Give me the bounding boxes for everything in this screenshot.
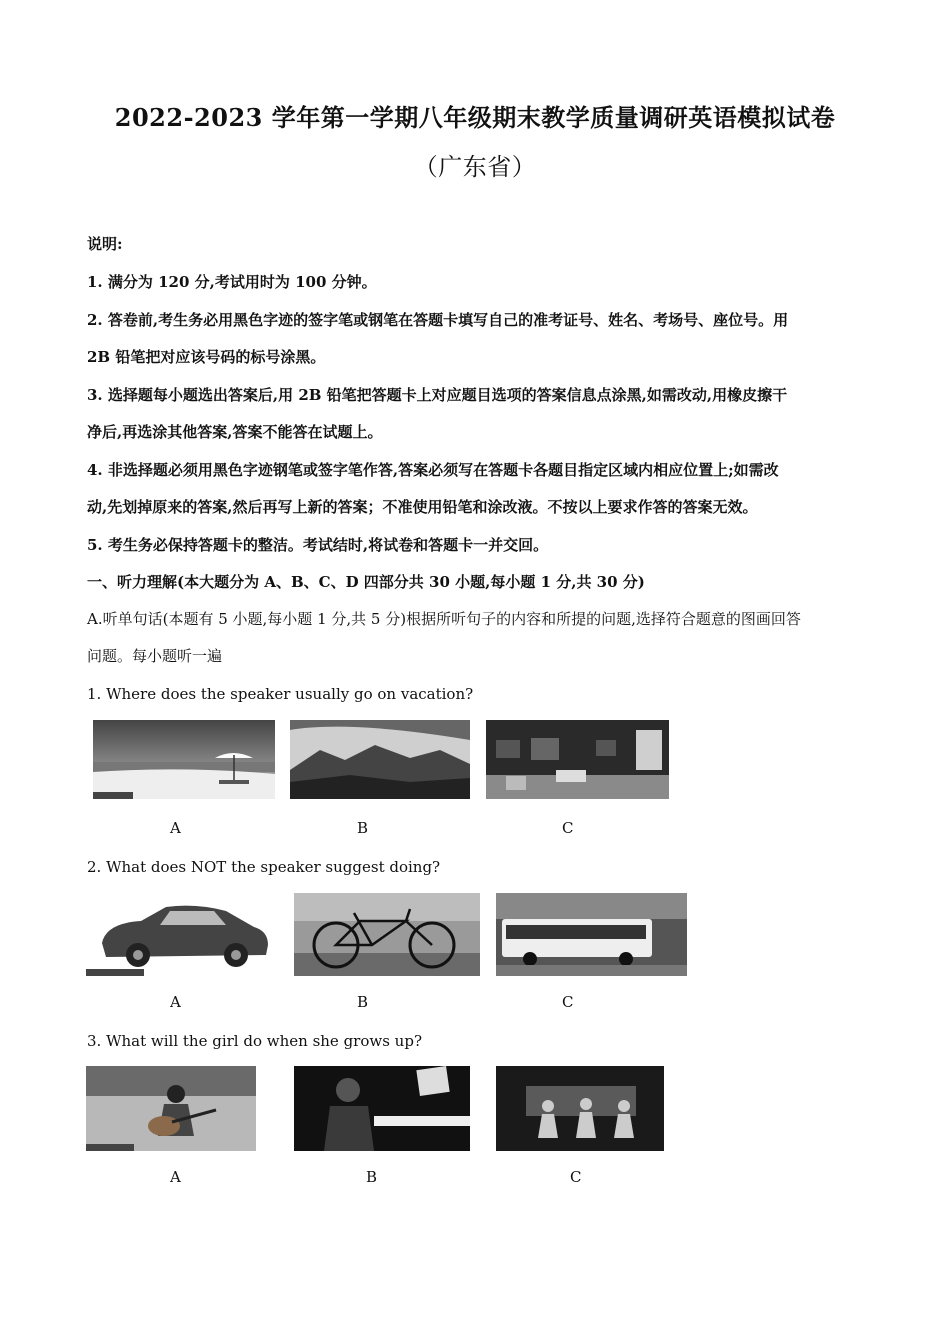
page-subtitle: （广东省） <box>413 153 537 181</box>
bicycle-icon <box>294 893 480 976</box>
option-label: A <box>170 993 181 1011</box>
option-label: C <box>562 819 574 837</box>
instruction-line: 动,先划掉原来的答案,然后再写上新的答案；不准使用铅笔和涂改液。不按以上要求作答的答案无效。 <box>87 498 758 516</box>
option-label: B <box>357 819 369 837</box>
museum-icon <box>486 720 669 799</box>
question-1: 1. Where does the speaker usually go on vacation? <box>87 685 474 703</box>
instruction-line: 1. 满分为 120 分,考试用时为 100 分钟。 <box>87 273 377 291</box>
option-label: B <box>357 993 369 1011</box>
section-heading: 一、听力理解(本大题分为 A、B、C、D 四部分共 30 小题,每小题 1 分,共 30 分) <box>87 573 645 591</box>
instruction-line: 3. 选择题每小题选出答案后,用 2B 铅笔把答题卡上对应题目选项的答案信息点涂黑,如需改动,用橡皮擦干 <box>87 386 788 404</box>
question-2: 2. What does NOT the speaker suggest doing? <box>87 858 441 876</box>
option-label: C <box>562 993 574 1011</box>
instruction-line: 2. 答卷前,考生务必用黑色字迹的签字笔或钢笔在答题卡填写自己的准考证号、姓名、考场号、座位号。用 <box>87 311 789 329</box>
page-title: 2022-2023 学年第一学期八年级期末教学质量调研英语模拟试卷 <box>114 103 836 132</box>
bus-icon <box>496 893 687 976</box>
option-label: A <box>170 1168 181 1186</box>
option-label: C <box>570 1168 582 1186</box>
instruction-line: 2B 铅笔把对应该号码的标号涂黑。 <box>87 348 326 366</box>
option-label: A <box>170 819 181 837</box>
part-a-instruction: 问题。每小题听一遍 <box>87 647 223 665</box>
mountain-icon <box>290 720 470 799</box>
instruction-line: 4. 非选择题必须用黑色字迹钢笔或签字笔作答,答案必须写在答题卡各题目指定区域内相应位置上;如需改 <box>87 461 779 479</box>
instruction-line: 净后,再选涂其他答案,答案不能答在试题上。 <box>87 423 383 441</box>
option-label: B <box>366 1168 378 1186</box>
instruction-line: 5. 考生务必保持答题卡的整洁。考试结时,将试卷和答题卡一并交回。 <box>87 536 549 554</box>
beach-icon <box>93 720 275 799</box>
dancers-icon <box>496 1066 664 1151</box>
question-3: 3. What will the girl do when she grows up? <box>87 1032 422 1050</box>
car-icon <box>86 893 276 976</box>
piano-player-icon <box>294 1066 470 1151</box>
guitar-player-icon <box>86 1066 256 1151</box>
instructions-heading: 说明: <box>87 235 123 253</box>
part-a-instruction: A.听单句话(本题有 5 小题,每小题 1 分,共 5 分)根据所听句子的内容和所提的问题,选择符合题意的图画回答 <box>87 610 801 628</box>
